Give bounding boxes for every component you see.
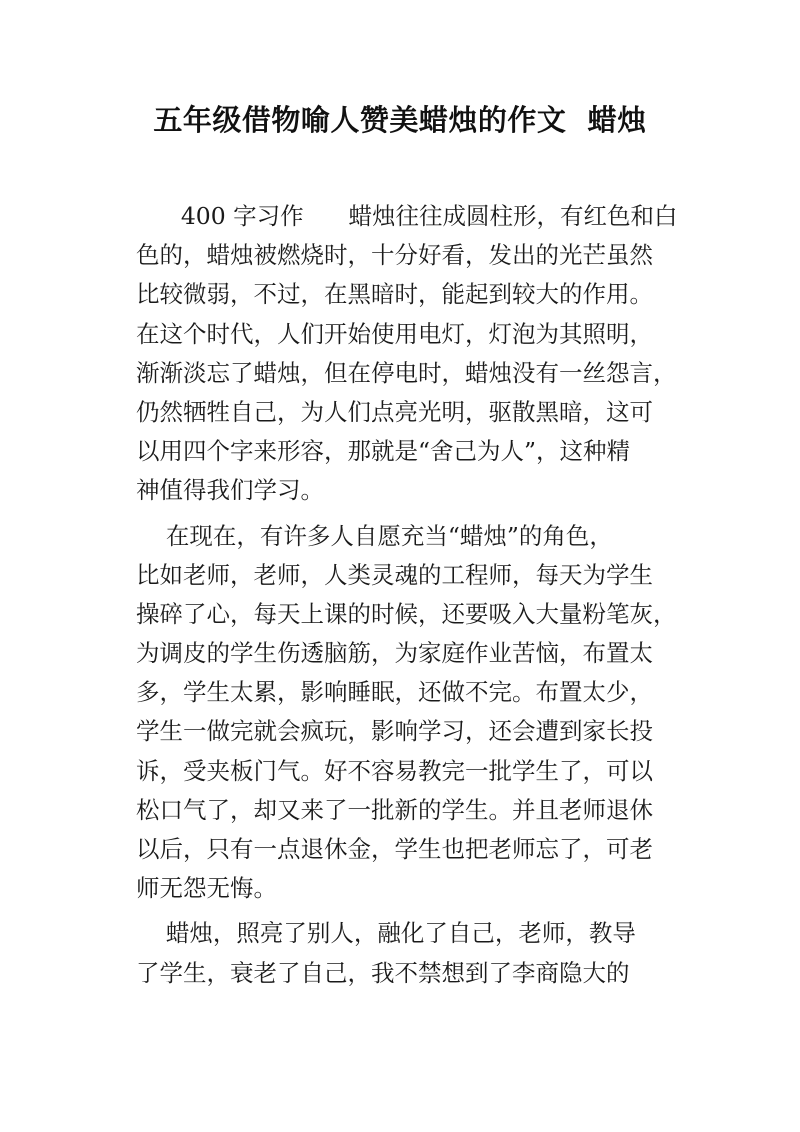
text-line: 以用四个字来形容，那就是“舍己为人”，这种精 [136, 437, 631, 466]
text-line: 色的，蜡烛被燃烧时，十分好看，发出的光芒虽然 [136, 241, 653, 270]
text-line: 渐渐淡忘了蜡烛，但在停电时，蜡烛没有一丝怨言， [136, 358, 677, 387]
text-line: 在这个时代，人们开始使用电灯，灯泡为其照明， [136, 319, 653, 348]
text-line: 诉，受夹板门气。好不容易教完一批学生了，可以 [136, 756, 653, 785]
text-line: 为调皮的学生伤透脑筋，为家庭作业苦恼，布置太 [136, 639, 653, 668]
text-line: 操碎了心，每天上课的时候，还要吸入大量粉笔灰， [136, 599, 677, 628]
paragraph-1 [136, 197, 678, 511]
text-line: 学生一做完就会疯玩，影响学习，还会遭到家长投 [136, 717, 653, 746]
text-line: 神值得我们学习。 [136, 476, 324, 505]
text-line: 以后，只有一点退休金，学生也把老师忘了，可老 [136, 835, 653, 863]
text-line: 师无怨无悔。 [136, 874, 277, 903]
text-line: 在现在，有许多人自愿充当“蜡烛”的角色， [136, 521, 613, 550]
document-title: 五年级借物喻人赞美蜡烛的作文 蜡烛 [153, 103, 647, 137]
paragraph-2 [136, 517, 677, 909]
text-line: 比如老师，老师，人类灵魂的工程师，每天为学生 [136, 560, 653, 589]
text-line: 400 字习作 蜡烛往往成圆柱形，有红色和白 [136, 202, 678, 230]
paragraph-3 [136, 914, 664, 992]
text-line: 多，学生太累，影响睡眠，还做不完。布置太少， [136, 678, 653, 707]
text-line: 松口气了，却又来了一批新的学生。并且老师退休 [136, 795, 653, 824]
text-line: 仍然牺牲自己，为人们点亮光明，驱散黑暗，这可 [136, 397, 653, 426]
text-line: 了学生，衰老了自己，我不禁想到了李商隐大的 [136, 958, 630, 987]
document-body [136, 197, 678, 993]
text-line: 蜡烛，照亮了别人，融化了自己，老师，教导 [136, 919, 636, 948]
text-line: 比较微弱，不过，在黑暗时，能起到较大的作用。 [136, 280, 653, 309]
